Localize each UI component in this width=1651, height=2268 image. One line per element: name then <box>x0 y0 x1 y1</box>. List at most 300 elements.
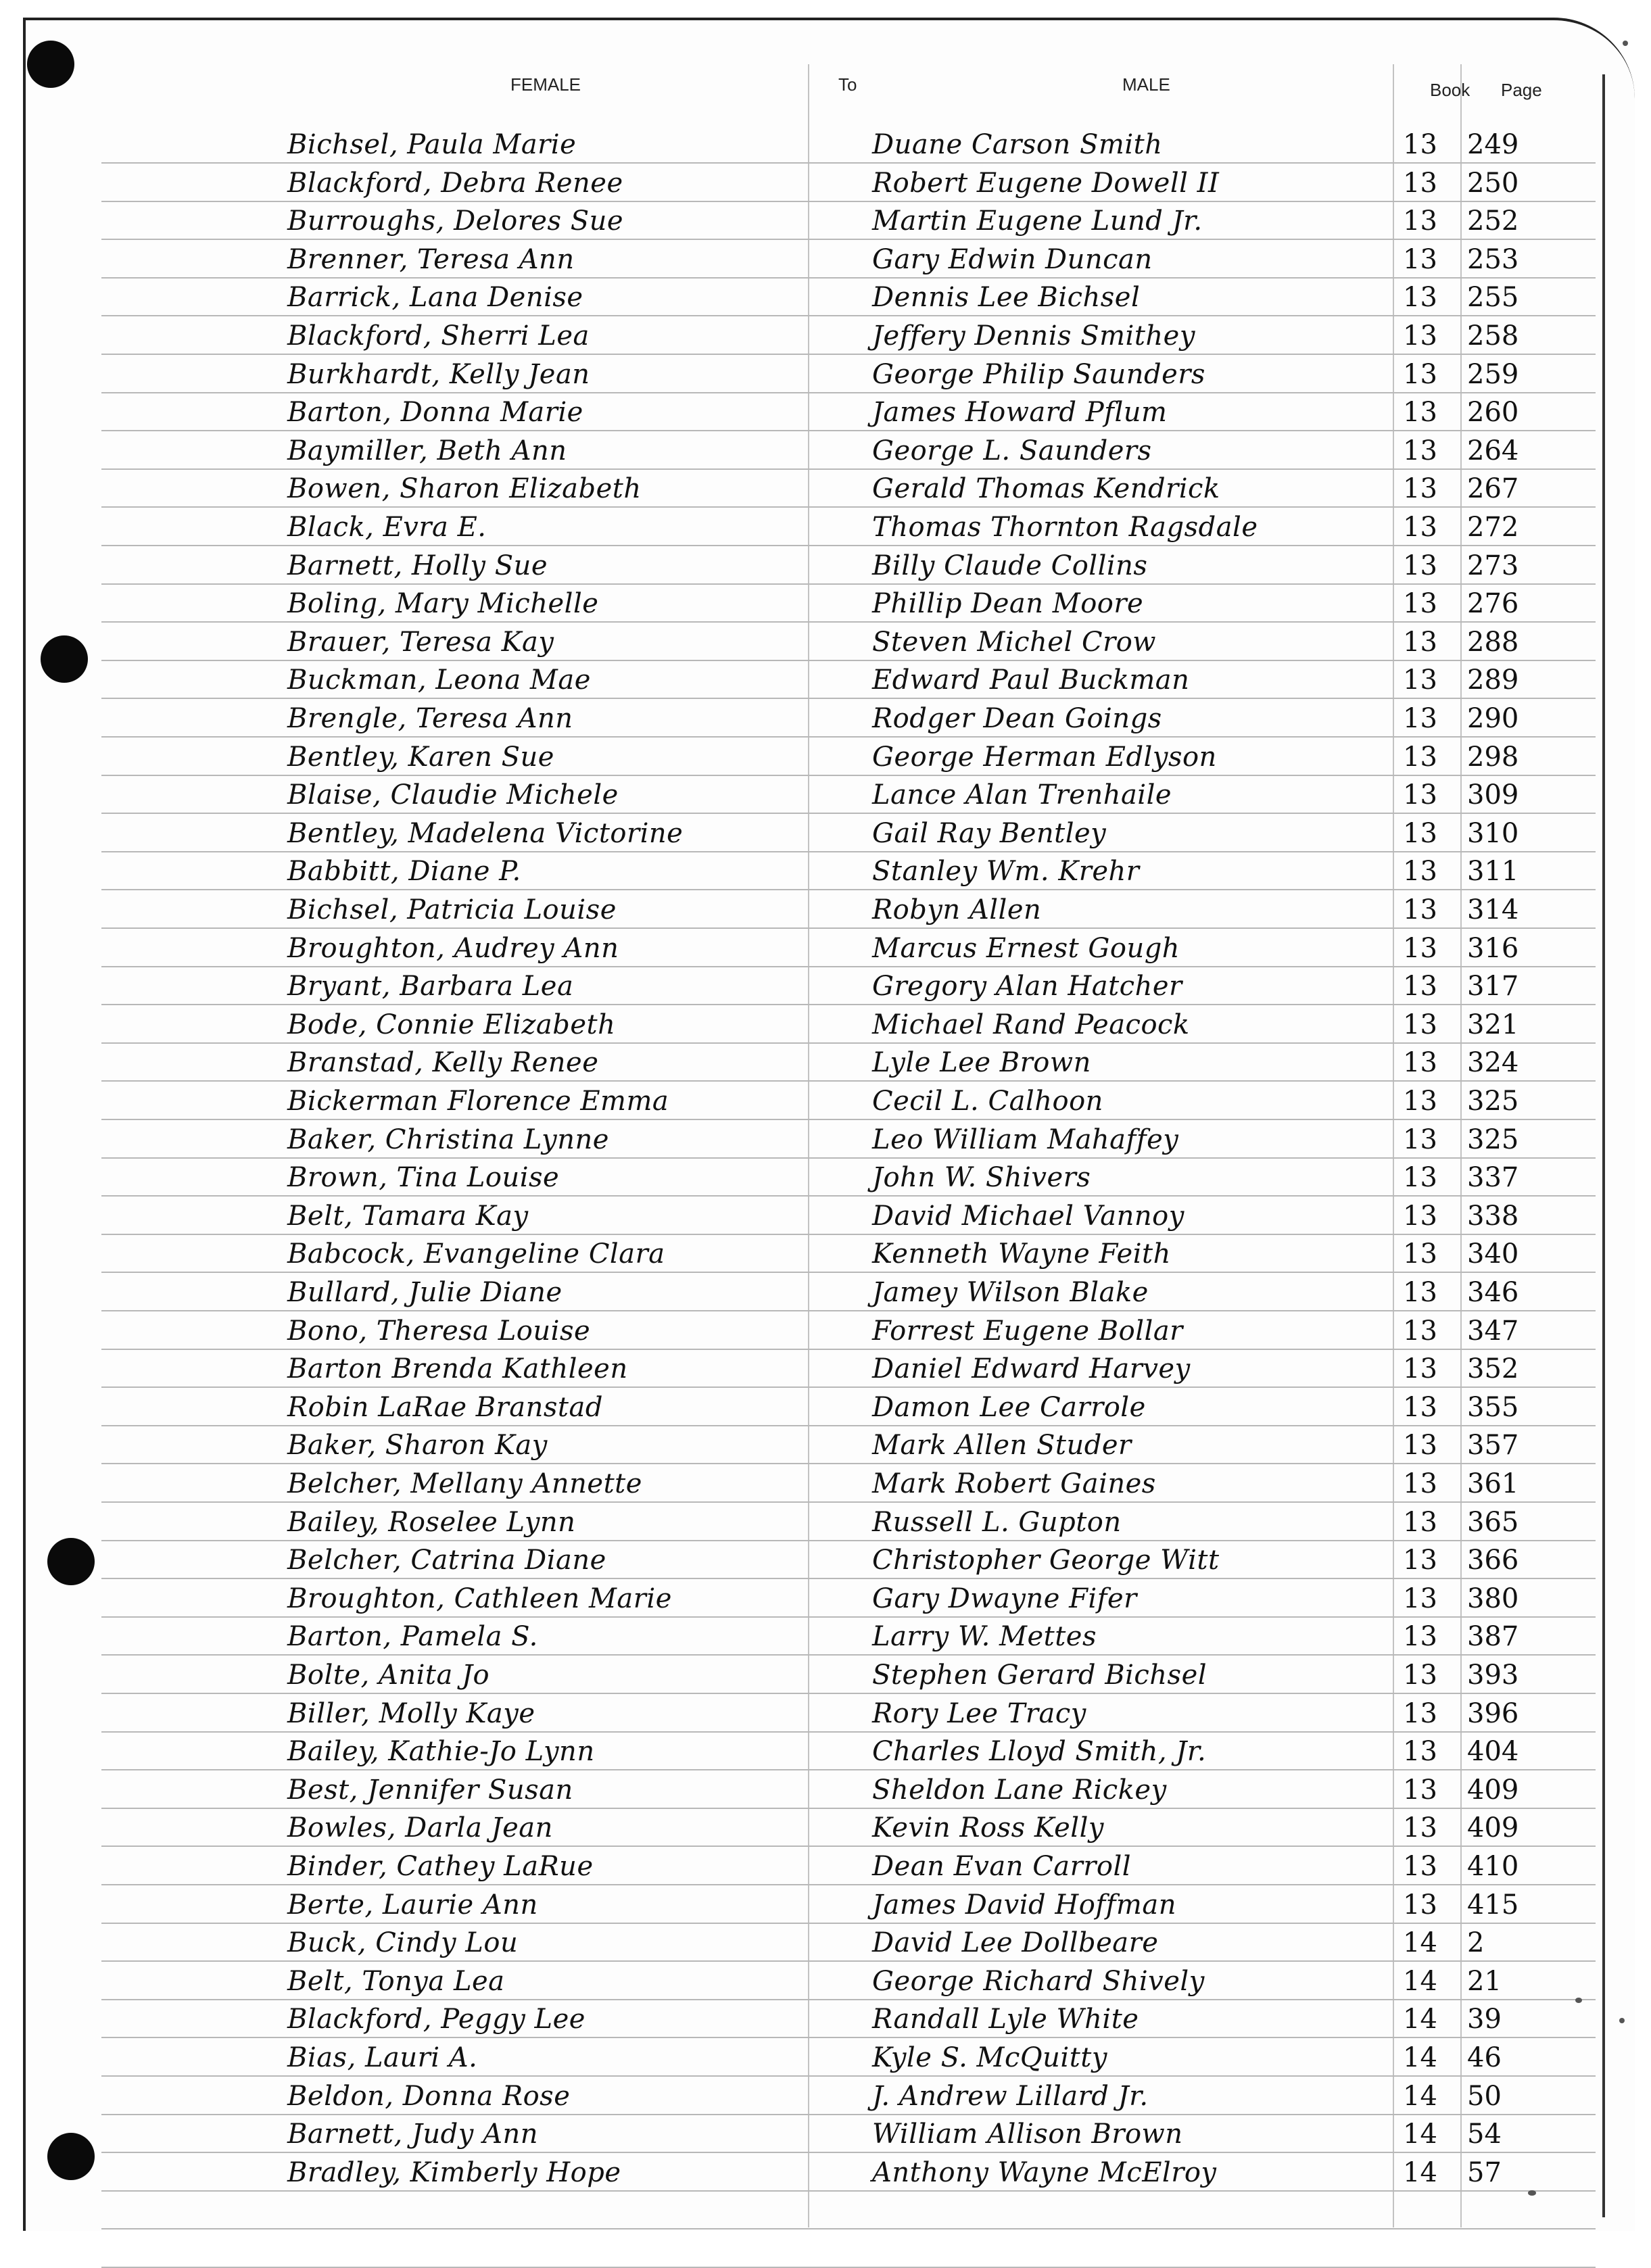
entry-row <box>0 1506 1651 1540</box>
entry-row <box>0 702 1651 736</box>
book-number: 13 <box>1403 1774 1437 1806</box>
book-number: 13 <box>1403 932 1437 964</box>
page-number: 317 <box>1467 971 1519 1003</box>
scan-speck <box>1623 41 1628 46</box>
ruled-line <box>101 1769 1596 1770</box>
book-number: 13 <box>1403 1660 1437 1691</box>
entry-row <box>0 1161 1651 1195</box>
male-name: Leo William Mahaffey <box>872 1124 1179 1155</box>
female-name: Bichsel, Paula Marie <box>287 129 577 160</box>
male-name: Randall Lyle White <box>872 2004 1139 2035</box>
female-name: Bode, Connie Elizabeth <box>287 1009 616 1040</box>
page-number: 260 <box>1467 397 1519 429</box>
entry-row <box>0 550 1651 583</box>
ruled-line <box>101 583 1596 585</box>
female-name: Barrick, Lana Denise <box>287 282 583 314</box>
female-name: Bentley, Madelena Victorine <box>287 817 684 849</box>
male-name: Anthony Wayne McElroy <box>872 2156 1217 2188</box>
male-name: Marcus Ernest Gough <box>872 932 1180 964</box>
ruled-line <box>101 2190 1596 2192</box>
male-name: Lance Alan Trenhaile <box>872 779 1172 811</box>
page-number: 46 <box>1467 2042 1502 2073</box>
male-name: Dennis Lee Bichsel <box>872 282 1141 314</box>
book-number: 13 <box>1403 817 1437 849</box>
entry-row <box>0 1620 1651 1654</box>
entry-row <box>0 1889 1651 1923</box>
book-number: 14 <box>1403 2119 1437 2150</box>
female-name: Blackford, Sherri Lea <box>287 320 590 352</box>
book-number: 13 <box>1403 1621 1437 1653</box>
female-name: Brenner, Teresa Ann <box>287 243 575 275</box>
entry-row <box>0 281 1651 315</box>
book-number: 13 <box>1403 1124 1437 1155</box>
page-number: 39 <box>1467 2004 1502 2035</box>
book-number: 13 <box>1403 1468 1437 1499</box>
book-number: 13 <box>1403 473 1437 505</box>
male-name: Rory Lee Tracy <box>872 1697 1086 1729</box>
female-name: Barnett, Holly Sue <box>287 550 548 581</box>
ruled-line <box>101 927 1596 929</box>
book-number: 13 <box>1403 358 1437 390</box>
header-male: MALE <box>1122 74 1170 95</box>
female-name: Boling, Mary Michelle <box>287 588 599 620</box>
female-name: Bailey, Roselee Lynn <box>287 1506 576 1538</box>
female-name: Black, Evra E. <box>287 512 487 543</box>
female-name: Brengle, Teresa Ann <box>287 703 573 734</box>
page-number: 298 <box>1467 741 1519 773</box>
entry-row <box>0 932 1651 966</box>
book-number: 13 <box>1403 206 1437 237</box>
male-name: Larry W. Mettes <box>872 1621 1097 1653</box>
book-number: 13 <box>1403 1889 1437 1921</box>
header-to: To <box>838 74 857 95</box>
ruled-line <box>101 621 1596 623</box>
entry-row <box>0 1927 1651 1960</box>
female-name: Brown, Tina Louise <box>287 1162 560 1194</box>
page-number: 259 <box>1467 358 1519 390</box>
book-number: 13 <box>1403 1009 1437 1040</box>
page-number: 409 <box>1467 1774 1519 1806</box>
page-number: 314 <box>1467 894 1519 925</box>
page-number: 347 <box>1467 1315 1519 1347</box>
page-number: 365 <box>1467 1506 1519 1538</box>
page-number: 321 <box>1467 1009 1519 1040</box>
entry-row <box>0 205 1651 239</box>
female-name: Baker, Sharon Kay <box>287 1430 548 1462</box>
male-name: Gail Ray Bentley <box>872 817 1107 849</box>
page-number: 264 <box>1467 435 1519 466</box>
page-number: 316 <box>1467 932 1519 964</box>
page-number: 396 <box>1467 1697 1519 1729</box>
ruled-line <box>101 1654 1596 1656</box>
entry-row <box>0 1774 1651 1808</box>
page-number: 54 <box>1467 2119 1502 2150</box>
book-number: 13 <box>1403 129 1437 160</box>
female-name: Bowen, Sharon Elizabeth <box>287 473 642 505</box>
ruled-line <box>101 1808 1596 1809</box>
book-number: 13 <box>1403 741 1437 773</box>
book-number: 14 <box>1403 1965 1437 1997</box>
book-number: 13 <box>1403 1047 1437 1079</box>
male-name: Damon Lee Carrole <box>872 1391 1146 1423</box>
male-name: Daniel Edward Harvey <box>872 1353 1191 1385</box>
page-number: 253 <box>1467 243 1519 275</box>
entry-row <box>0 2042 1651 2075</box>
book-number: 13 <box>1403 971 1437 1003</box>
book-number: 13 <box>1403 1353 1437 1385</box>
male-name: Russell L. Gupton <box>872 1506 1122 1538</box>
page-number: 325 <box>1467 1124 1519 1155</box>
scan-speck <box>1619 2018 1625 2023</box>
book-number: 13 <box>1403 1812 1437 1844</box>
entry-row <box>0 2003 1651 2037</box>
book-number: 13 <box>1403 435 1437 466</box>
male-name: Forrest Eugene Bollar <box>872 1315 1183 1347</box>
book-number: 13 <box>1403 626 1437 658</box>
entry-row <box>0 1238 1651 1272</box>
male-name: George L. Saunders <box>872 435 1152 466</box>
scan-speck <box>1528 2190 1536 2196</box>
book-number: 14 <box>1403 1927 1437 1959</box>
entry-row <box>0 1468 1651 1501</box>
page-number: 276 <box>1467 588 1519 620</box>
female-name: Belcher, Catrina Diane <box>287 1545 606 1576</box>
ruled-line <box>101 1234 1596 1235</box>
entry-row <box>0 1659 1651 1693</box>
ruled-line <box>101 1693 1596 1694</box>
female-name: Bickerman Florence Emma <box>287 1086 669 1117</box>
ruled-line <box>101 2075 1596 2077</box>
male-name: J. Andrew Lillard Jr. <box>872 2080 1149 2112</box>
page-number: 255 <box>1467 282 1519 314</box>
male-name: Stephen Gerard Bichsel <box>872 1660 1207 1691</box>
header-page: Page <box>1501 80 1542 100</box>
ruled-line <box>101 430 1596 431</box>
entry-row <box>0 435 1651 468</box>
entry-row <box>0 1544 1651 1578</box>
male-name: Edward Paul Buckman <box>872 665 1190 696</box>
book-number: 13 <box>1403 1162 1437 1194</box>
ruled-line <box>101 1386 1596 1388</box>
book-number: 13 <box>1403 588 1437 620</box>
male-name: Jamey Wilson Blake <box>872 1277 1149 1308</box>
entry-row <box>0 1583 1651 1616</box>
ruled-line <box>101 813 1596 814</box>
page-number: 249 <box>1467 129 1519 160</box>
female-name: Bentley, Karen Sue <box>287 741 554 773</box>
female-name: Bryant, Barbara Lea <box>287 971 574 1003</box>
entry-row <box>0 817 1651 851</box>
female-name: Babbitt, Diane P. <box>287 856 521 888</box>
book-number: 13 <box>1403 1086 1437 1117</box>
entry-row <box>0 320 1651 354</box>
female-name: Burroughs, Delores Sue <box>287 206 624 237</box>
female-name: Bradley, Kimberly Hope <box>287 2156 621 2188</box>
female-name: Berte, Laurie Ann <box>287 1889 538 1921</box>
female-name: Barton Brenda Kathleen <box>287 1353 628 1385</box>
ruled-line <box>101 1845 1596 1847</box>
entry-row <box>0 1965 1651 1999</box>
book-number: 13 <box>1403 282 1437 314</box>
female-name: Blackford, Debra Renee <box>287 167 623 199</box>
male-name: Dean Evan Carroll <box>872 1851 1132 1882</box>
female-name: Belt, Tonya Lea <box>287 1965 505 1997</box>
entry-row <box>0 511 1651 545</box>
female-name: Burkhardt, Kelly Jean <box>287 358 590 390</box>
page-number: 309 <box>1467 779 1519 811</box>
book-number: 14 <box>1403 2156 1437 2188</box>
entry-row <box>0 2080 1651 2114</box>
book-number: 13 <box>1403 397 1437 429</box>
entry-row <box>0 894 1651 927</box>
book-number: 13 <box>1403 894 1437 925</box>
female-name: Bias, Lauri A. <box>287 2042 478 2073</box>
page-number: 340 <box>1467 1238 1519 1270</box>
male-name: Kenneth Wayne Feith <box>872 1238 1171 1270</box>
book-number: 13 <box>1403 1583 1437 1614</box>
book-number: 13 <box>1403 1851 1437 1882</box>
entry-row <box>0 358 1651 392</box>
male-name: Stanley Wm. Krehr <box>872 856 1140 888</box>
ruled-line <box>101 2228 1596 2229</box>
male-name: Jeffery Dennis Smithey <box>872 320 1195 352</box>
ruled-line <box>101 966 1596 967</box>
male-name: Michael Rand Peacock <box>872 1009 1190 1040</box>
ruled-line <box>101 1999 1596 2000</box>
male-name: Sheldon Lane Rickey <box>872 1774 1167 1806</box>
page-number: 324 <box>1467 1047 1519 1079</box>
book-number: 13 <box>1403 243 1437 275</box>
entry-row <box>0 1391 1651 1425</box>
page-number: 50 <box>1467 2080 1502 2112</box>
book-number: 13 <box>1403 512 1437 543</box>
entry-row <box>0 1850 1651 1884</box>
book-number: 13 <box>1403 1200 1437 1232</box>
male-name: David Lee Dollbeare <box>872 1927 1159 1959</box>
female-name: Brauer, Teresa Kay <box>287 626 554 658</box>
ruled-line <box>101 392 1596 393</box>
entry-row <box>0 1276 1651 1310</box>
female-name: Branstad, Kelly Renee <box>287 1047 599 1079</box>
female-name: Biller, Molly Kaye <box>287 1697 535 1729</box>
page-number: 258 <box>1467 320 1519 352</box>
male-name: Rodger Dean Goings <box>872 703 1162 734</box>
book-number: 13 <box>1403 856 1437 888</box>
page-number: 361 <box>1467 1468 1519 1499</box>
ruled-line <box>101 201 1596 202</box>
entry-row <box>0 2156 1651 2190</box>
book-number: 13 <box>1403 1238 1437 1270</box>
page-number: 57 <box>1467 2156 1502 2188</box>
book-number: 13 <box>1403 550 1437 581</box>
entry-row <box>0 779 1651 813</box>
page-number: 290 <box>1467 703 1519 734</box>
ruled-line <box>101 1463 1596 1464</box>
male-name: Billy Claude Collins <box>872 550 1148 581</box>
book-number: 13 <box>1403 779 1437 811</box>
ruled-line <box>101 2037 1596 2038</box>
entry-row <box>0 1735 1651 1769</box>
male-name: Cecil L. Calhoon <box>872 1086 1103 1117</box>
ruled-line <box>101 1004 1596 1005</box>
page-number: 273 <box>1467 550 1519 581</box>
ruled-line <box>101 1540 1596 1541</box>
book-number: 13 <box>1403 167 1437 199</box>
ruled-line <box>101 1884 1596 1885</box>
male-name: Gary Edwin Duncan <box>872 243 1153 275</box>
female-name: Bolte, Anita Jo <box>287 1660 490 1691</box>
entry-row <box>0 587 1651 621</box>
ruled-line <box>101 1425 1596 1426</box>
book-number: 14 <box>1403 2004 1437 2035</box>
male-name: William Allison Brown <box>872 2119 1183 2150</box>
ruled-line <box>101 1349 1596 1350</box>
page-number: 409 <box>1467 1812 1519 1844</box>
male-name: James David Hoffman <box>872 1889 1176 1921</box>
book-number: 13 <box>1403 703 1437 734</box>
book-number: 13 <box>1403 1545 1437 1576</box>
page-number: 352 <box>1467 1353 1519 1385</box>
female-name: Babcock, Evangeline Clara <box>287 1238 665 1270</box>
female-name: Barton, Donna Marie <box>287 397 583 429</box>
male-name: Robert Eugene Dowell II <box>872 167 1220 199</box>
page-number: 310 <box>1467 817 1519 849</box>
page-number: 404 <box>1467 1736 1519 1768</box>
female-name: Buckman, Leona Mae <box>287 665 591 696</box>
ruled-line <box>101 2114 1596 2115</box>
entry-row <box>0 1124 1651 1157</box>
page-number: 415 <box>1467 1889 1519 1921</box>
header-book: Book <box>1430 80 1470 100</box>
female-name: Belcher, Mellany Annette <box>287 1468 642 1499</box>
page-number: 337 <box>1467 1162 1519 1194</box>
ruled-line <box>101 1119 1596 1120</box>
female-name: Belt, Tamara Kay <box>287 1200 529 1232</box>
male-name: Phillip Dean Moore <box>872 588 1144 620</box>
ruled-line <box>101 736 1596 738</box>
entry-row <box>0 473 1651 506</box>
entry-row <box>0 243 1651 277</box>
male-name: Duane Carson Smith <box>872 129 1163 160</box>
page-number: 393 <box>1467 1660 1519 1691</box>
female-name: Broughton, Cathleen Marie <box>287 1583 672 1614</box>
ruled-line <box>101 1042 1596 1044</box>
female-name: Broughton, Audrey Ann <box>287 932 619 964</box>
page-number: 346 <box>1467 1277 1519 1308</box>
book-number: 14 <box>1403 2080 1437 2112</box>
book-number: 13 <box>1403 1430 1437 1462</box>
male-name: Gregory Alan Hatcher <box>872 971 1182 1003</box>
page-number: 2 <box>1467 1927 1485 1959</box>
male-name: Gary Dwayne Fifer <box>872 1583 1137 1614</box>
male-name: Christopher George Witt <box>872 1545 1220 1576</box>
book-number: 13 <box>1403 1315 1437 1347</box>
ruled-line <box>101 1731 1596 1733</box>
book-number: 13 <box>1403 1391 1437 1423</box>
ruled-line <box>101 354 1596 355</box>
book-number: 13 <box>1403 1697 1437 1729</box>
scan-speck <box>1575 1998 1582 2003</box>
male-name: Steven Michel Crow <box>872 626 1157 658</box>
ruled-line <box>101 775 1596 776</box>
entry-row <box>0 1812 1651 1845</box>
male-name: Mark Robert Gaines <box>872 1468 1156 1499</box>
entry-row <box>0 741 1651 775</box>
ruled-line <box>101 1195 1596 1197</box>
page-number: 250 <box>1467 167 1519 199</box>
entry-row <box>0 626 1651 660</box>
page-number: 21 <box>1467 1965 1502 1997</box>
female-name: Buck, Cindy Lou <box>287 1927 519 1959</box>
male-name: Kevin Ross Kelly <box>872 1812 1104 1844</box>
entry-row <box>0 128 1651 162</box>
entry-row <box>0 1353 1651 1386</box>
page-number: 325 <box>1467 1086 1519 1117</box>
female-name: Blaise, Claudie Michele <box>287 779 619 811</box>
binder-hole-top <box>27 41 74 88</box>
page-number: 289 <box>1467 665 1519 696</box>
book-number: 14 <box>1403 2042 1437 2073</box>
book-number: 13 <box>1403 1277 1437 1308</box>
ruled-line <box>101 239 1596 240</box>
entry-row <box>0 167 1651 201</box>
male-name: David Michael Vannoy <box>872 1200 1185 1232</box>
page-number: 357 <box>1467 1430 1519 1462</box>
male-name: Thomas Thornton Ragsdale <box>872 512 1258 543</box>
ruled-line <box>101 1923 1596 1924</box>
page-number: 311 <box>1467 856 1519 888</box>
male-name: James Howard Pflum <box>872 397 1168 429</box>
header-female: FEMALE <box>510 74 581 95</box>
female-name: Barton, Pamela S. <box>287 1621 538 1653</box>
page-number: 380 <box>1467 1583 1519 1614</box>
book-number: 13 <box>1403 665 1437 696</box>
male-name: Mark Allen Studer <box>872 1430 1132 1462</box>
female-name: Bichsel, Patricia Louise <box>287 894 617 925</box>
male-name: George Herman Edlyson <box>872 741 1217 773</box>
entry-row <box>0 1315 1651 1349</box>
female-name: Baker, Christina Lynne <box>287 1124 609 1155</box>
entry-row <box>0 1429 1651 1463</box>
ruled-line <box>101 1310 1596 1311</box>
female-name: Binder, Cathey LaRue <box>287 1851 594 1882</box>
female-name: Robin LaRae Branstad <box>287 1391 603 1423</box>
ruled-line <box>101 1578 1596 1579</box>
ruled-line <box>101 660 1596 661</box>
ruled-line <box>101 889 1596 890</box>
page-number: 366 <box>1467 1545 1519 1576</box>
page-number: 288 <box>1467 626 1519 658</box>
ruled-line <box>101 1080 1596 1082</box>
entry-row <box>0 664 1651 698</box>
female-name: Beldon, Donna Rose <box>287 2080 571 2112</box>
entry-row <box>0 1697 1651 1731</box>
female-name: Blackford, Peggy Lee <box>287 2004 585 2035</box>
page-number: 338 <box>1467 1200 1519 1232</box>
ruled-line <box>101 315 1596 316</box>
female-name: Bono, Theresa Louise <box>287 1315 591 1347</box>
ruled-line <box>101 1157 1596 1159</box>
male-name: George Richard Shively <box>872 1965 1205 1997</box>
male-name: Robyn Allen <box>872 894 1042 925</box>
entry-row <box>0 1046 1651 1080</box>
ruled-line <box>101 468 1596 470</box>
page-number: 252 <box>1467 206 1519 237</box>
male-name: Martin Eugene Lund Jr. <box>872 206 1203 237</box>
female-name: Bailey, Kathie-Jo Lynn <box>287 1736 595 1768</box>
ruled-line <box>101 1616 1596 1618</box>
female-name: Bowles, Darla Jean <box>287 1812 553 1844</box>
